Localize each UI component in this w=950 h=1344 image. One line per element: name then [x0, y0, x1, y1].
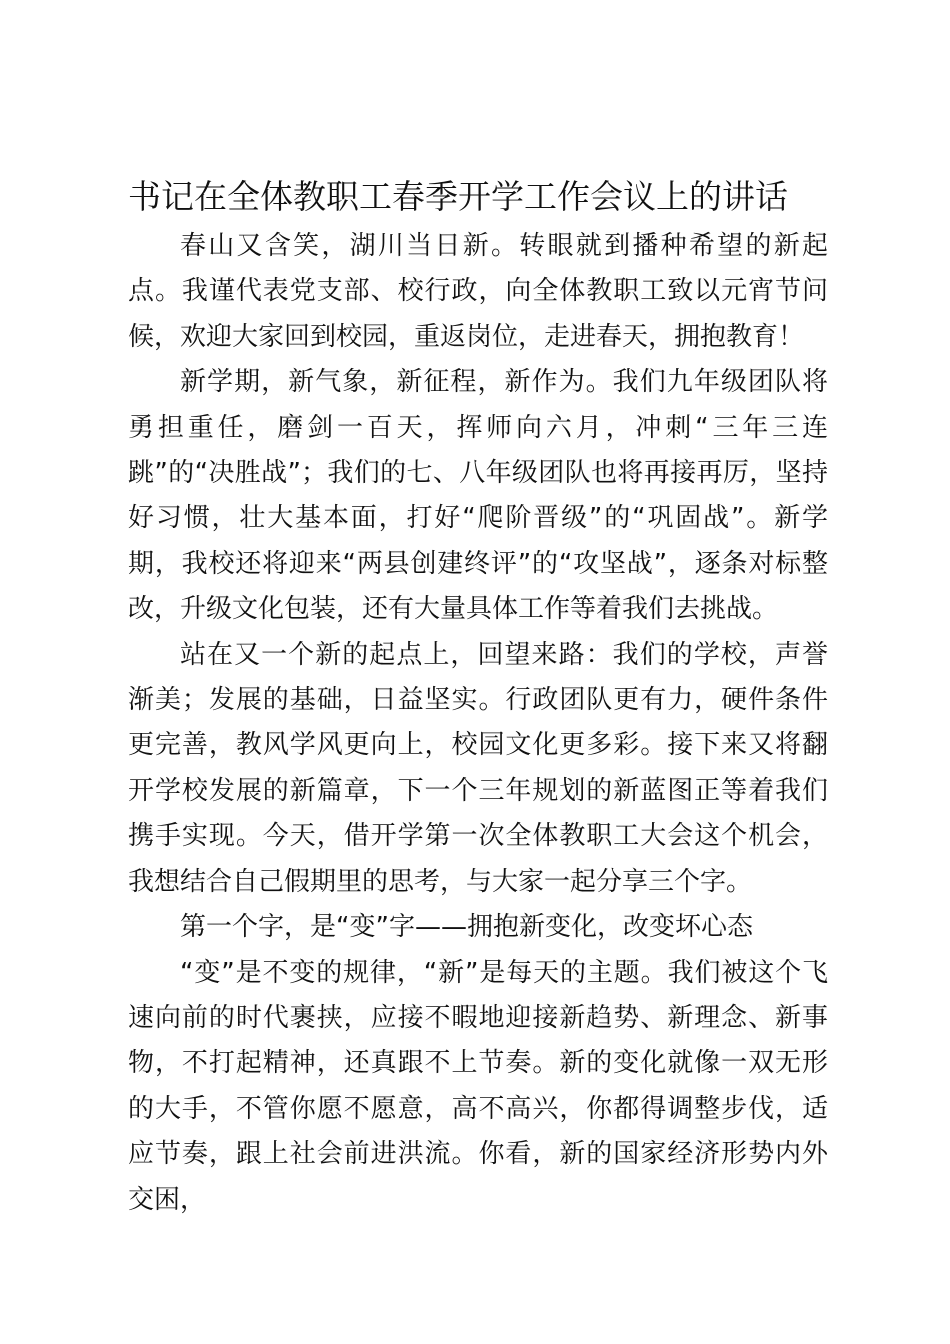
document-page	[128, 170, 828, 1223]
paragraph-retrospect: 站在又一个新的起点上，回望来路：我们的学校，声誉渐美；发展的基础，日益坚实。行政团队更有力，硬件条件更完善，教风学风更向上，校园文化更多彩。接下来又将翻开学校发展的新篇章，下一个三年规划的新蓝图正等着我们携手实现。今天，借开学第一次全体教职工大会这个机会，我想结合自己假期里的思考，与大家一起分享三个字。	[128, 639, 828, 897]
section-heading: 第一个字，是“变”字——拥抱新变化，改变坏心态	[180, 912, 753, 943]
paragraph-change: “变”是不变的规律，“新”是每天的主题。我们被这个飞速向前的时代裹挟，应接不暇地迎接新趋势、新理念、新事物，不打起精神，还真跟不上节奏。新的变化就像一双无形的大手，不管你愿不愿意，高不高兴，你都得调整步伐，适应节奏，跟上社会前进洪流。你看，新的国家经济形势内外交困，	[128, 957, 828, 1215]
document-title: 书记在全体教职工春季开学工作会议上的讲话	[128, 177, 788, 216]
paragraph-new-semester: 新学期，新气象，新征程，新作为。我们九年级团队将勇担重任，磨剑一百天，挥师向六月，冲刺“三年三连跳”的“决胜战”；我们的七、八年级团队也将再接再厉，坚持好习惯，壮大基本面，打好“爬阶晋级”的“巩固战”。新学期，我校还将迎来“两县创建终评”的“攻坚战”，逐条对标整改，升级文化包装，还有大量具体工作等着我们去挑战。	[128, 367, 828, 625]
paragraph-opening: 春山又含笑，湖川当日新。转眼就到播种希望的新起点。我谨代表党支部、校行政，向全体教职工致以元宵节问候，欢迎大家回到校园，重返岗位，走进春天，拥抱教育！	[128, 231, 828, 352]
